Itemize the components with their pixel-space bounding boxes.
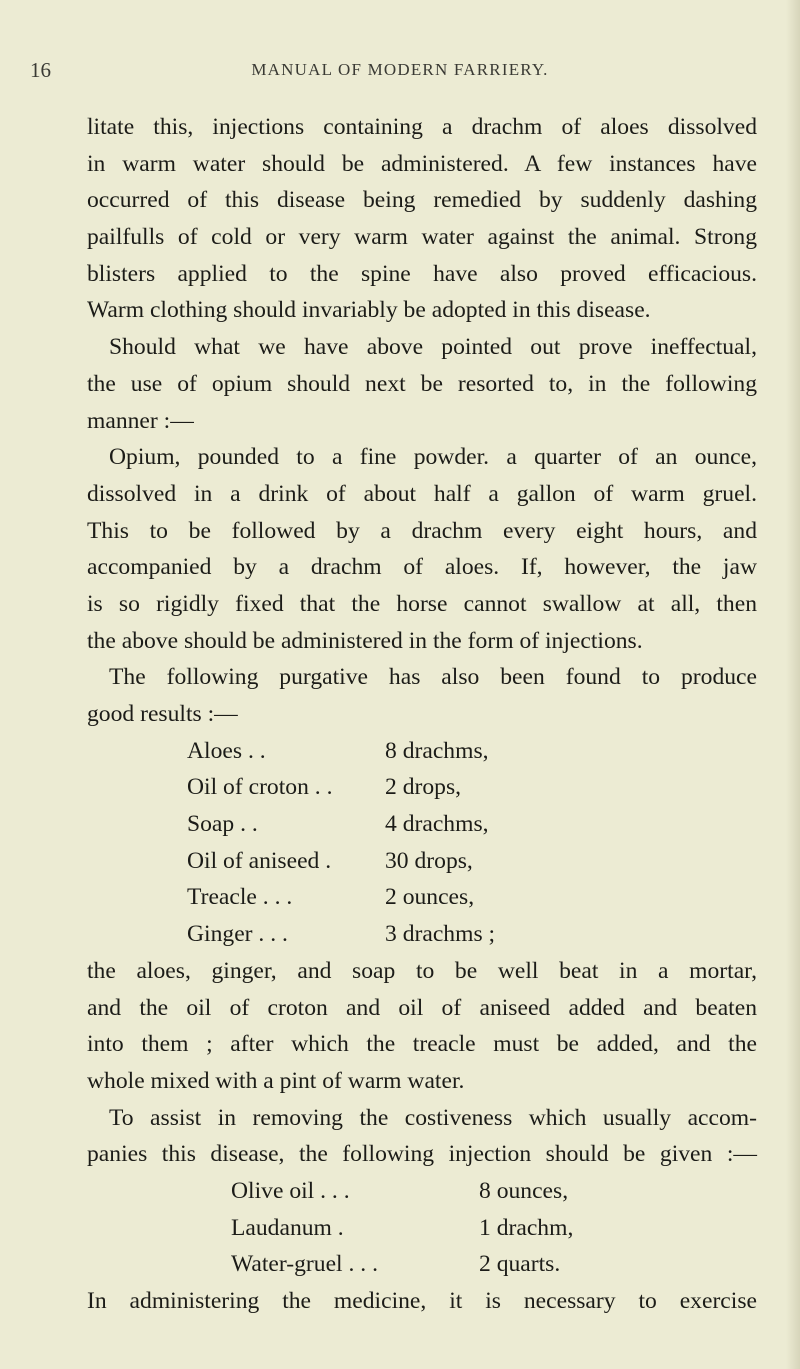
recipe-row — [87, 1246, 757, 1283]
recipe-quantity: 30 drops, — [385, 847, 473, 874]
body-text — [87, 109, 757, 1320]
recipe-ingredient: Olive oil . . . — [231, 1177, 350, 1204]
text-line: manner :— — [87, 407, 194, 434]
text-line: The following purgative has also been found to produce — [109, 664, 757, 691]
paragraph — [87, 439, 757, 659]
paragraph — [87, 109, 757, 329]
recipe-ingredient: Oil of croton . . — [187, 774, 333, 801]
recipe-ingredient: Ginger . . . — [187, 921, 288, 948]
recipe-ingredient: Laudanum . — [231, 1214, 344, 1241]
text-line: and the oil of croton and oil of aniseed added and beaten — [87, 994, 757, 1021]
page-header — [0, 58, 800, 88]
running-head: MANUAL OF MODERN FARRIERY. — [251, 60, 549, 79]
recipe-row — [87, 1173, 757, 1210]
paragraph — [87, 329, 757, 439]
recipe-row — [87, 916, 757, 953]
text-line: pailfulls of cold or very warm water against the animal. Strong — [87, 224, 757, 251]
text-line: blisters applied to the spine have also proved efficacious. — [87, 260, 757, 287]
paragraph — [87, 953, 757, 1100]
paragraph — [87, 1100, 757, 1173]
text-line: the aloes, ginger, and soap to be well beat in a mortar, — [87, 957, 757, 984]
recipe-row — [87, 1210, 757, 1247]
text-line: is so rigidly fixed that the horse cannot swallow at all, then — [87, 590, 757, 617]
text-line: litate this, injections containing a drachm of aloes dissolved — [87, 114, 757, 140]
text-line: In administering the medicine, it is necessary to exercise — [87, 1288, 757, 1314]
text-line: Should what we have above pointed out prove ineffectual, — [109, 334, 757, 361]
recipe-quantity: 8 drachms, — [385, 737, 489, 764]
recipe-quantity: 2 drops, — [385, 774, 462, 801]
recipe-quantity: 2 quarts. — [479, 1251, 561, 1278]
recipe-ingredient: Oil of aniseed . — [187, 847, 332, 874]
text-line: Opium, pounded to a fine powder. a quarter of an ounce, — [109, 444, 757, 471]
recipe-quantity: 2 ounces, — [385, 884, 475, 911]
recipe-ingredient: Aloes . . — [187, 737, 266, 764]
recipe-row — [87, 843, 757, 880]
recipe-ingredient: Treacle . . . — [187, 884, 293, 911]
recipe-quantity: 1 drachm, — [479, 1214, 574, 1241]
purgative-recipe — [87, 733, 757, 953]
text-line: into them ; after which the treacle must be added, and the — [87, 1031, 757, 1058]
page-edge-shadow — [786, 0, 800, 1369]
recipe-ingredient: Water-gruel . . . — [231, 1251, 378, 1278]
text-line: occurred of this disease being remedied by suddenly dashing — [87, 187, 757, 214]
text-line: whole mixed with a pint of warm water. — [87, 1067, 465, 1094]
recipe-row — [87, 733, 757, 770]
text-line: To assist in removing the costiveness which usually accom- — [109, 1104, 757, 1131]
recipe-row — [87, 769, 757, 806]
text-line: good results :— — [87, 701, 238, 727]
recipe-quantity: 3 drachms ; — [385, 921, 496, 948]
recipe-quantity: 4 drachms, — [385, 811, 489, 838]
text-line: panies this disease, the following injection should be given :— — [87, 1141, 757, 1168]
recipe-row — [87, 879, 757, 916]
paragraph — [87, 1283, 757, 1320]
text-line: in warm water should be administered. A few instances have — [87, 150, 757, 177]
text-line: accompanied by a drachm of aloes. If, however, the jaw — [87, 554, 757, 581]
text-line: This to be followed by a drachm every eight hours, and — [87, 517, 757, 544]
recipe-quantity: 8 ounces, — [479, 1177, 569, 1204]
injection-recipe — [87, 1173, 757, 1283]
text-line: the use of opium should next be resorted to, in the following — [87, 370, 757, 397]
page-number: 16 — [30, 58, 51, 82]
recipe-ingredient: Soap . . — [187, 811, 258, 838]
paragraph — [87, 659, 757, 732]
text-line: Warm clothing should invariably be adopted in this disease. — [87, 297, 651, 324]
recipe-row — [87, 806, 757, 843]
text-line: dissolved in a drink of about half a gallon of warm gruel. — [87, 480, 757, 507]
text-line: the above should be administered in the form of injections. — [87, 627, 643, 654]
